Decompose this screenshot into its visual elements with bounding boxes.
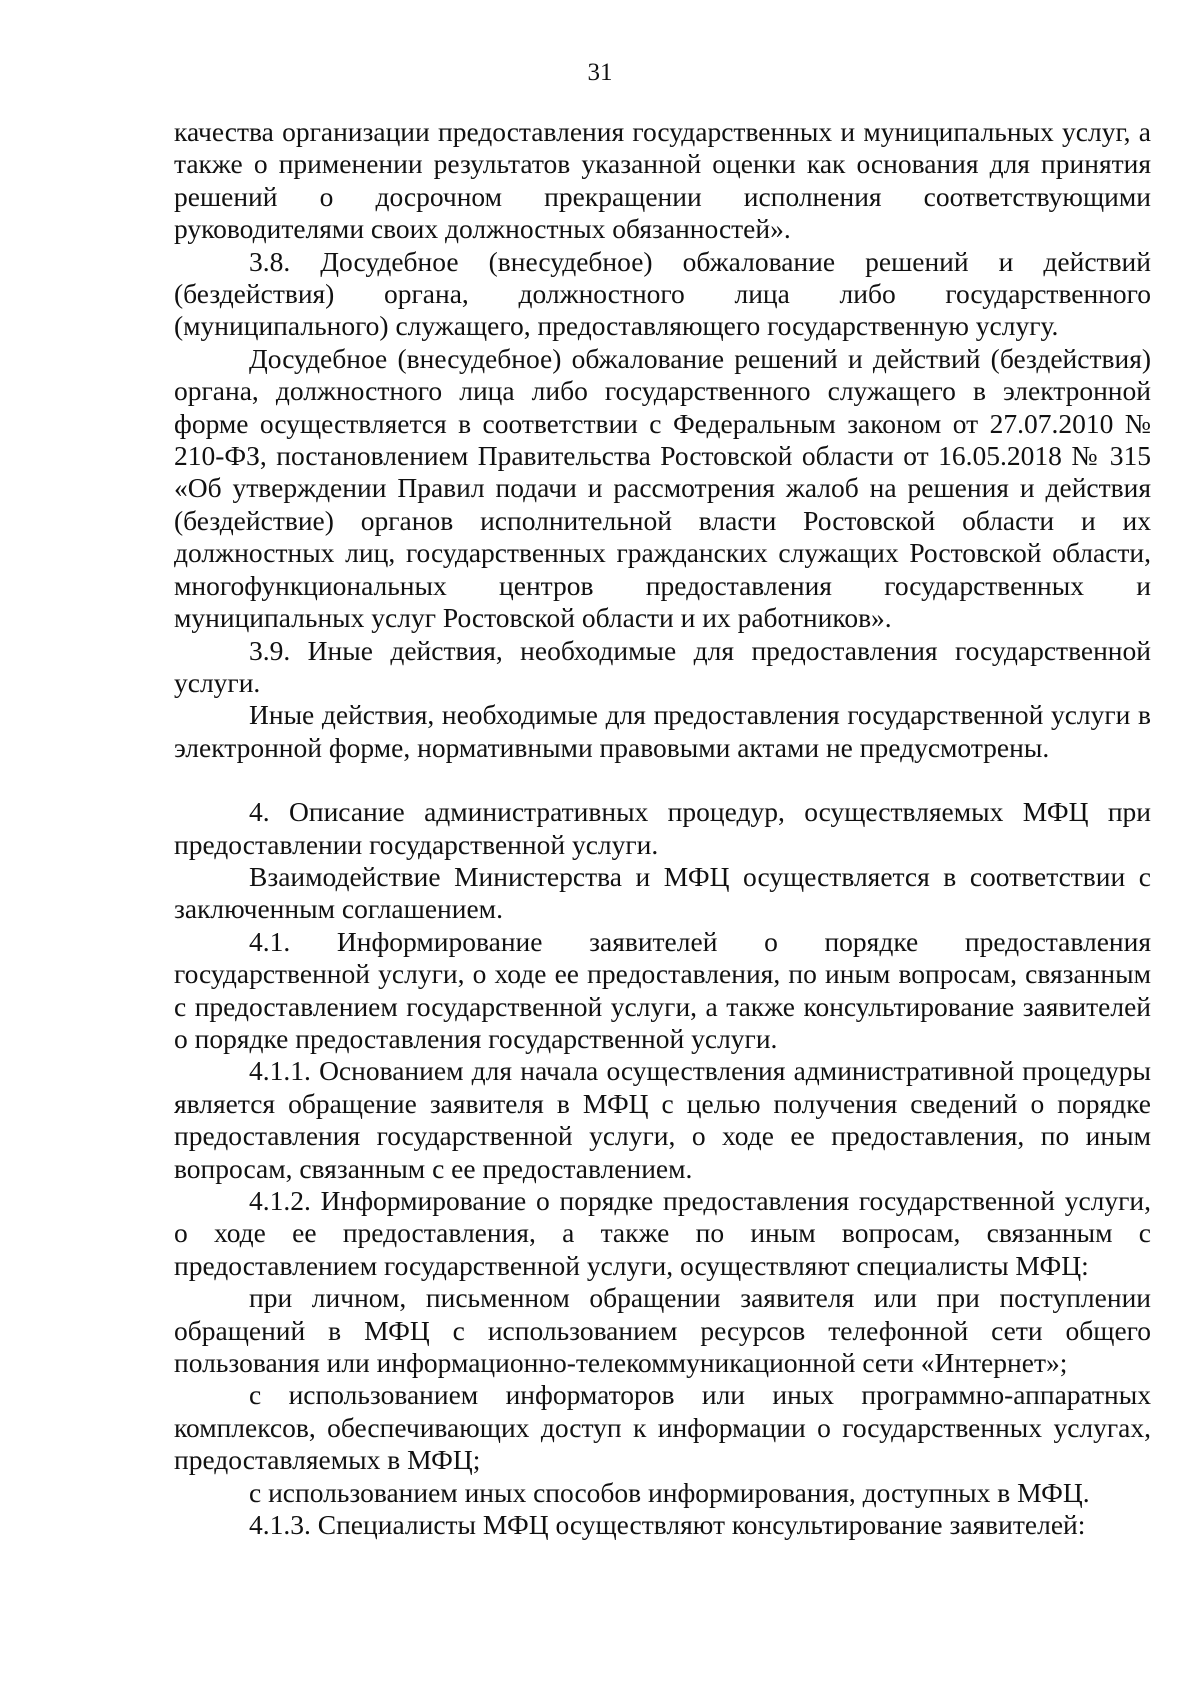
paragraph-3-8-heading: 3.8. Досудебное (внесудебное) обжалование решений и действий (бездействия) органа, должностного лица либо государственного (муниципального) служащего, предоставляющего государственную услугу. <box>174 245 1151 342</box>
paragraph-3-9-body: Иные действия, необходимые для предоставления государственной услуги в электронной форме, нормативными правовыми актами не предусмотрены. <box>174 699 1151 763</box>
document-body <box>174 116 1151 1541</box>
paragraph-quality-evaluation: качества организации предоставления государственных и муниципальных услуг, а также о применении результатов указанной оценки как основания для принятия решений о досрочном прекращении исполнения соответствующими руководителями своих должностных обязанностей». <box>174 116 1151 245</box>
section-4-heading: 4. Описание административных процедур, осуществляемых МФЦ при предоставлении государственной услуги. <box>174 796 1151 860</box>
section-gap <box>174 764 1151 796</box>
paragraph-informators: с использованием информаторов или иных программно-аппаратных комплексов, обеспечивающих доступ к информации о государственных услугах, предоставляемых в МФЦ; <box>174 1379 1151 1476</box>
paragraph-3-9-heading: 3.9. Иные действия, необходимые для предоставления государственной услуги. <box>174 634 1151 698</box>
paragraph-4-1-2: 4.1.2. Информирование о порядке предоставления государственной услуги, о ходе ее предоставления, а также по иным вопросам, связанным с предоставлением государственной услуги, осуществляют специалисты МФЦ: <box>174 1185 1151 1281</box>
paragraph-4-1-1: 4.1.1. Основанием для начала осуществления административной процедуры является обращение заявителя в МФЦ с целью получения сведений о порядке предоставления государственной услуги, о ходе ее предоставления, по иным вопросам, связанным с ее предоставлением. <box>174 1055 1151 1184</box>
paragraph-other-methods: с использованием иных способов информирования, доступных в МФЦ. <box>249 1476 1090 1508</box>
paragraph-4-1-3: 4.1.3. Специалисты МФЦ осуществляют консультирование заявителей: <box>249 1509 1086 1541</box>
paragraph-interaction: Взаимодействие Министерства и МФЦ осуществляется в соответствии с заключенным соглашением. <box>174 860 1151 925</box>
paragraph-4-1: 4.1. Информирование заявителей о порядке предоставления государственной услуги, о ходе ее предоставления, по иным вопросам, связанным с предоставлением государственной услуги, а также консультирование заявителей о порядке предоставления государственной услуги. <box>174 925 1151 1054</box>
paragraph-3-8-body: Досудебное (внесудебное) обжалование решений и действий (бездействия) органа, должностного лица либо государственного служащего в электронной форме осуществляется в соответствии с Федеральным законом от 27.07.2010 № 210-ФЗ, постановлением Правительства Ростовской области от 16.05.2018 № 315 «Об утверждении Правил подачи и рассмотрения жалоб на решения и действия (бездействие) органов исполнительной власти Ростовской области и их должностных лиц, государственных гражданских служащих Ростовской области, многофункциональных центров предоставления государственных и муниципальных услуг Ростовской области и их работников». <box>174 342 1151 634</box>
page-number: 31 <box>587 59 613 86</box>
paragraph-personal-appeal: при личном, письменном обращении заявителя или при поступлении обращений в МФЦ с использованием ресурсов телефонной сети общего пользования или информационно-телекоммуникационной сети «Интернет»; <box>174 1282 1151 1379</box>
